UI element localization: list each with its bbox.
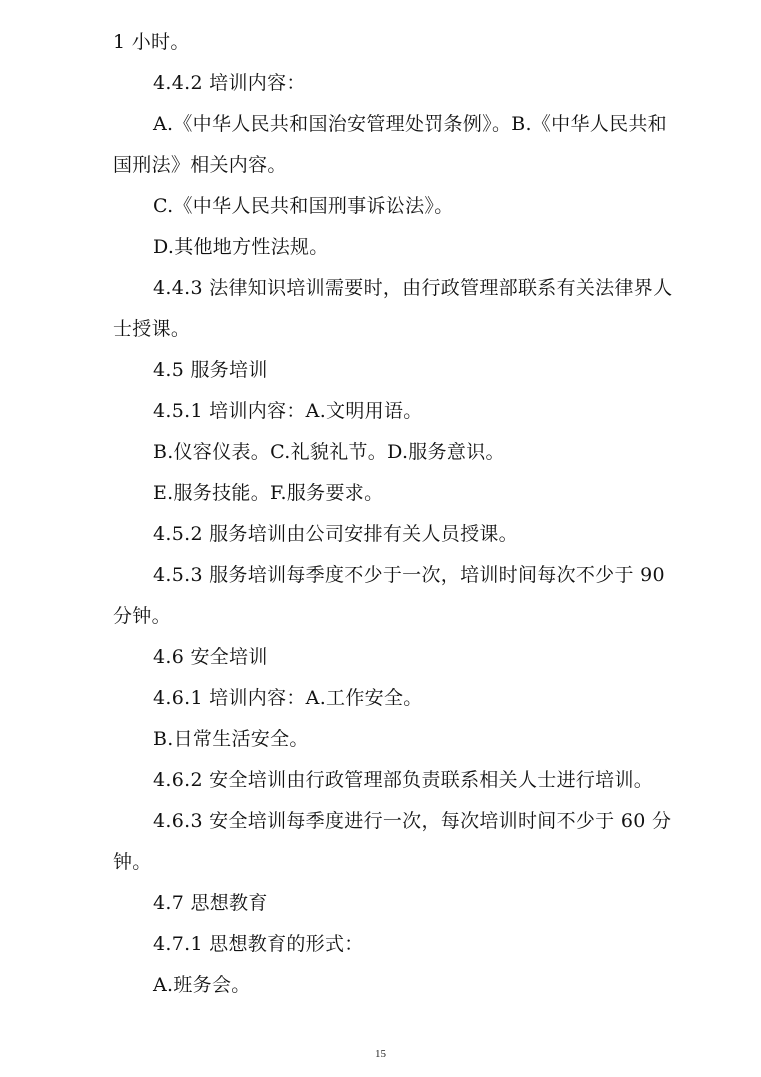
section-heading-4-5-2: 4.5.2 服务培训由公司安排有关人员授课。 xyxy=(153,523,518,545)
section-heading-4-5: 4.5 服务培训 xyxy=(153,359,268,381)
text-line: E.服务技能。F.服务要求。 xyxy=(153,482,384,504)
text-line: 1 小时。 xyxy=(113,31,190,53)
section-heading-4-6-3: 4.6.3 安全培训每季度进行一次，每次培训时间不少于 60 分 xyxy=(153,810,672,832)
text-line: A.班务会。 xyxy=(153,974,251,996)
text-line: 分钟。 xyxy=(113,605,171,627)
text-line: 国刑法》相关内容。 xyxy=(113,154,287,176)
text-line: 士授课。 xyxy=(113,318,191,340)
section-heading-4-7: 4.7 思想教育 xyxy=(153,892,268,914)
section-heading-4-6-1: 4.6.1 培训内容：A.工作安全。 xyxy=(153,687,423,709)
section-heading-4-4-3: 4.4.3 法律知识培训需要时，由行政管理部联系有关法律界人 xyxy=(153,277,673,299)
section-heading-4-7-1: 4.7.1 思想教育的形式： xyxy=(153,933,364,955)
text-line: B.仪容仪表。C.礼貌礼节。D.服务意识。 xyxy=(153,441,505,463)
section-heading-4-5-3: 4.5.3 服务培训每季度不少于一次，培训时间每次不少于 90 xyxy=(153,564,665,586)
section-heading-4-6-2: 4.6.2 安全培训由行政管理部负责联系相关人士进行培训。 xyxy=(153,769,654,791)
section-heading-4-4-2: 4.4.2 培训内容： xyxy=(153,72,306,94)
text-line: C.《中华人民共和国刑事诉讼法》。 xyxy=(153,195,454,217)
section-heading-4-6: 4.6 安全培训 xyxy=(153,646,268,668)
page-number: 15 xyxy=(375,1048,386,1060)
text-line: D.其他地方性法规。 xyxy=(153,236,329,258)
text-line: 钟。 xyxy=(113,851,152,873)
text-line: A.《中华人民共和国治安管理处罚条例》。B.《中华人民共和 xyxy=(153,113,667,135)
text-line: B.日常生活安全。 xyxy=(153,728,309,750)
section-heading-4-5-1: 4.5.1 培训内容：A.文明用语。 xyxy=(153,400,423,422)
